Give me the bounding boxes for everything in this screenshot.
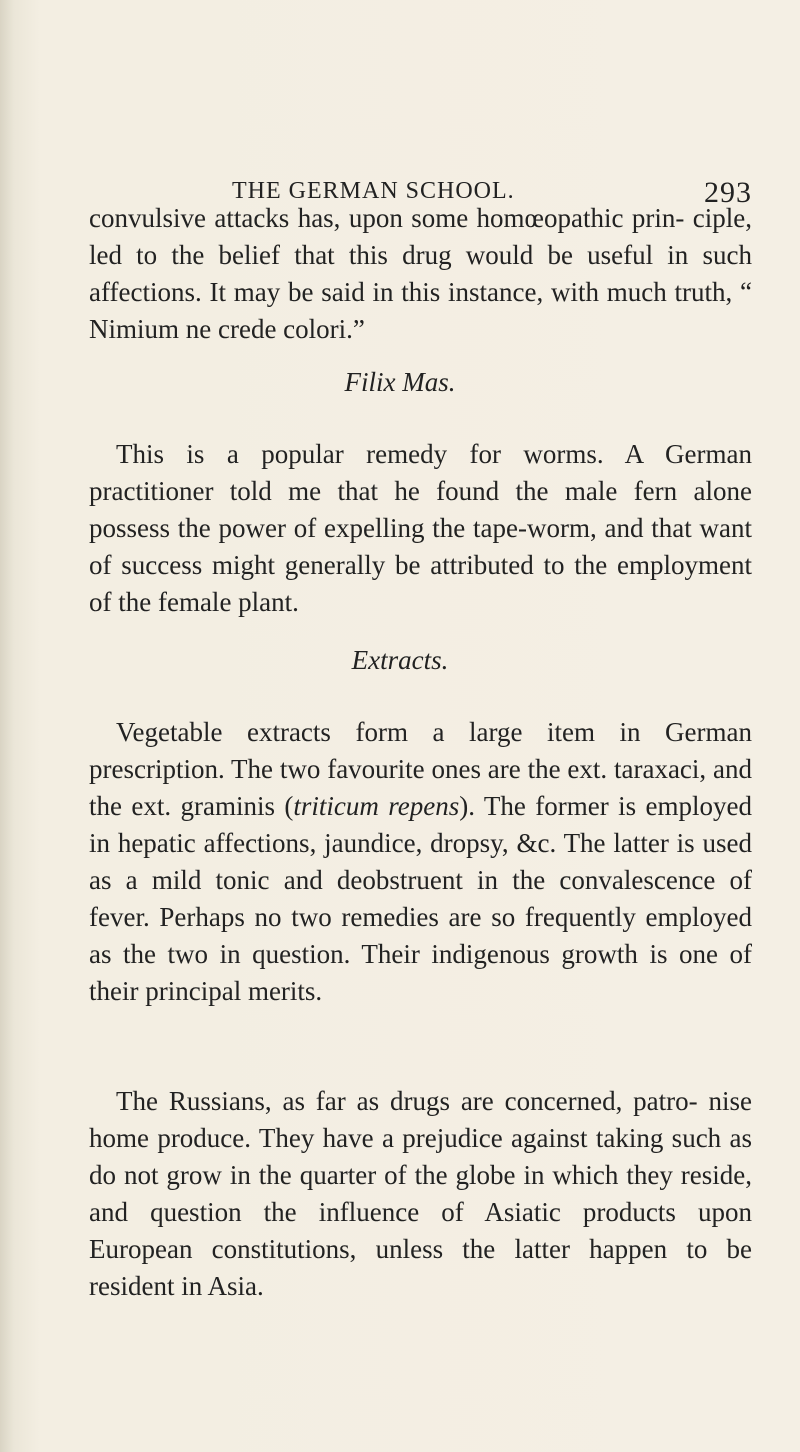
extracts-text-end: ). The former is employed in hepatic affections, jaundice, dropsy, &c. The latter is used as a mild tonic and deobstruent in the convalescence of fever. Perhaps no two remedies are so frequently employed as the two in question. Their indigenous growth is one of their principal merits. [89, 791, 753, 1006]
paragraph-russians: The Russians, as far as drugs are concerned, patro- nise home produce. They have a prejudice against taking such as do not grow in the quarter of the globe in which they reside, and question the influence of Asiatic products upon European constitutions, unless the latter happen to be resident in Asia. [89, 1086, 752, 1301]
extracts-latin-name: triticum repens [293, 791, 460, 821]
paragraph-filix-mas: This is a popular remedy for worms. A German practitioner told me that he found the male fern alone possess the power of expelling the tape-worm, and that want of success might generally be attributed to the employment of the female plant. [89, 439, 752, 617]
page-number: 293 [704, 176, 752, 209]
paragraph-convulsive: convulsive attacks has, upon some homœopathic prin- ciple, led to the belief that this drug would be useful in such affections. It may be said in this instance, with much truth, “ Nimium ne crede colori.” [89, 203, 752, 344]
paragraph-extracts [89, 714, 752, 1010]
heading-filix-mas: Filix Mas. [344, 367, 456, 397]
extracts-text-start: Vegetable extracts form a large item in German prescription. The two favourite ones are the ext. taraxaci, and the ext. graminis ( [89, 717, 752, 821]
running-title: THE GERMAN SCHOOL. [232, 178, 515, 204]
heading-extracts: Extracts. [351, 645, 449, 675]
